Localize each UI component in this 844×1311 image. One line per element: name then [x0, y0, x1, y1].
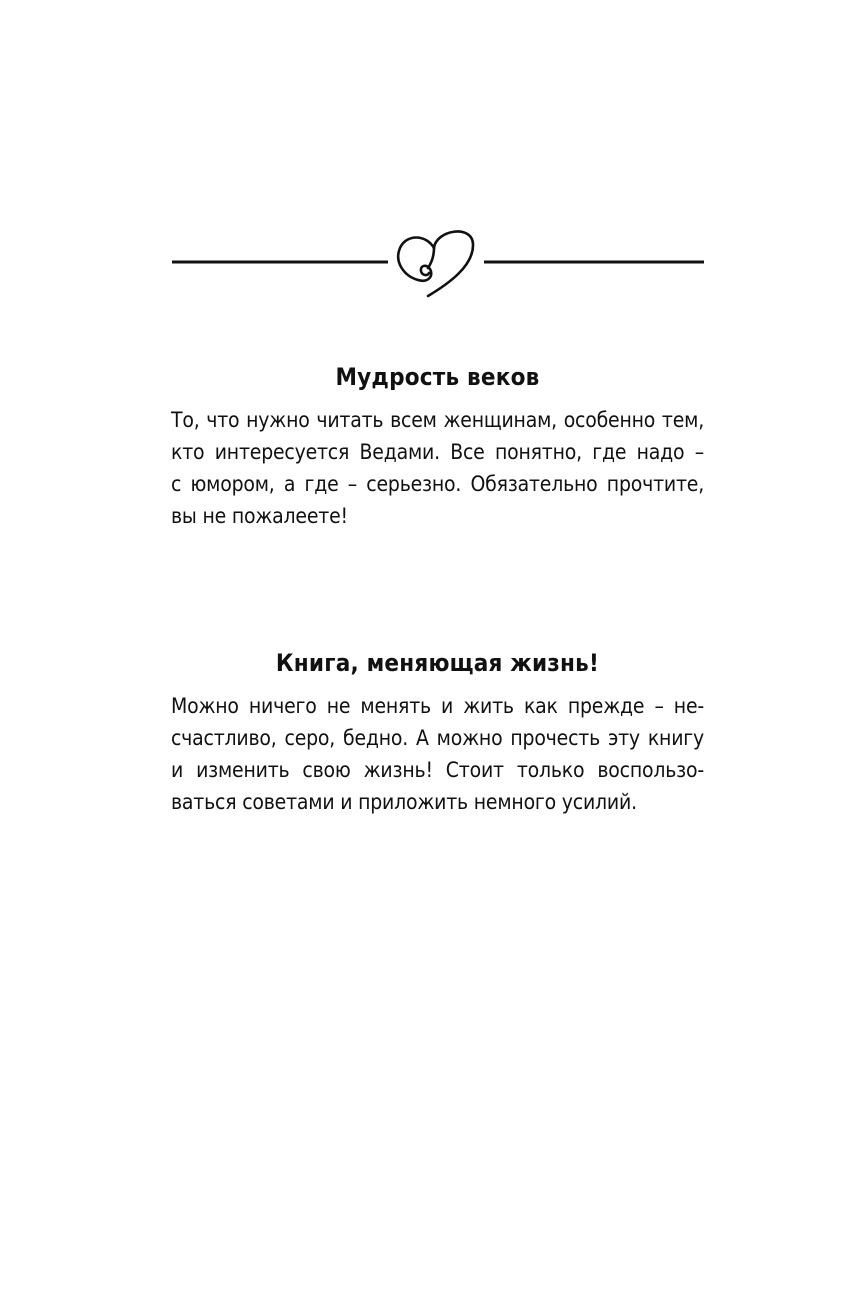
review-section-1 [171, 360, 704, 532]
review-title: Мудрость веков [335, 363, 540, 391]
review-line: Можно ничего не менять и жить как прежде – не- [171, 694, 704, 718]
review-title: Книга, меняющая жизнь! [275, 649, 600, 677]
review-section-2 [171, 646, 704, 818]
ornament-divider [172, 222, 704, 302]
review-line: вы не пожалеете! [171, 504, 348, 528]
review-body [171, 404, 704, 532]
review-line: кто интересуется Ведами. Все понятно, где надо – [171, 440, 704, 464]
review-body [171, 690, 704, 818]
review-line: ваться советами и приложить немного усилий. [171, 790, 637, 814]
review-line: с юмором, а где – серьезно. Обязательно прочтите, [171, 472, 704, 496]
heart-swirl-icon [398, 232, 473, 296]
review-line: и изменить свою жизнь! Стоит только воспользо- [171, 758, 704, 782]
review-line: То, что нужно читать всем женщинам, особенно тем, [171, 408, 704, 432]
review-line: счастливо, серо, бедно. А можно прочесть эту книгу [171, 726, 704, 750]
